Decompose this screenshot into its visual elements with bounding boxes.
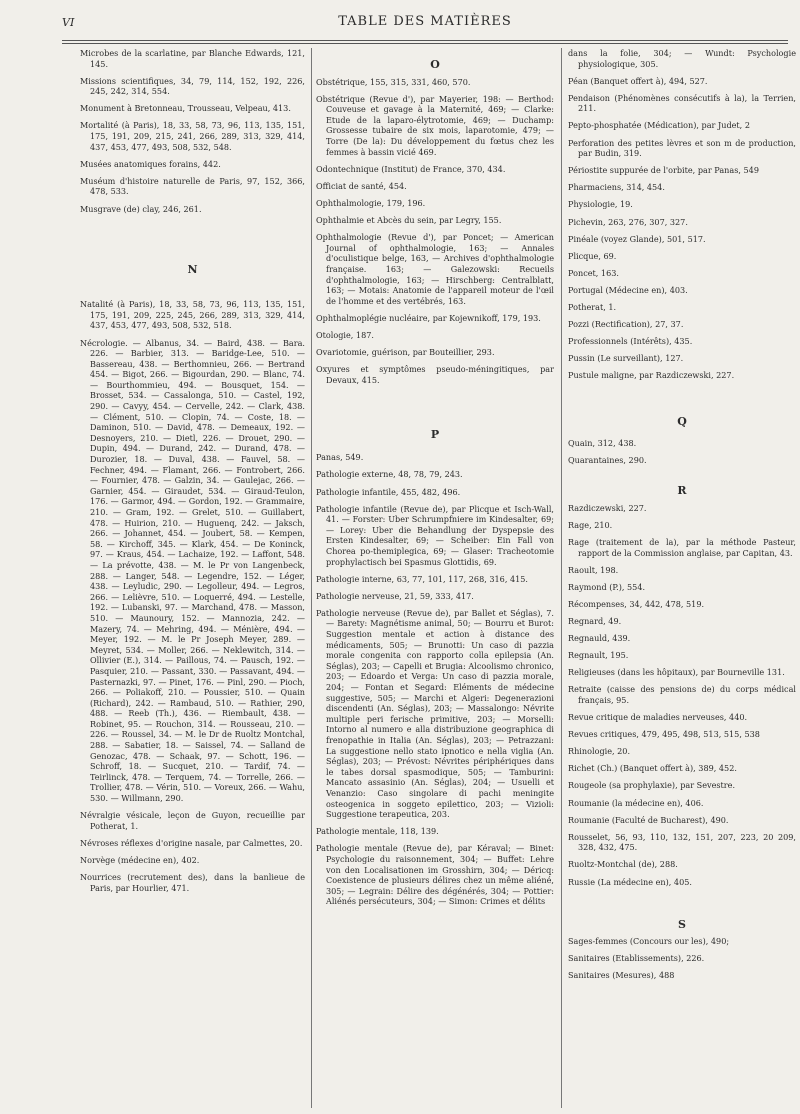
index-entry: Pathologie nerveuse, 21, 59, 333, 417. <box>316 590 474 601</box>
index-entry: Rougeole (sa prophylaxie), par Sevestre. <box>568 780 736 791</box>
index-entry: Quain, 312, 438. <box>568 438 637 449</box>
index-entry: Pustule maligne, par Razdiczewski, 227. <box>568 370 735 381</box>
index-entry: Ophthalmologie (Revue d'), par Poncet; — American Journal of ophthalmologie, 163; — Annales d'oculistique belge, 163, — Archives d'ophthalmologie française. 163; — Galezowski: Recueils d'ophthalmologie, 163; — Hirschberg: Centralblatt, 163; — Motais: Anatomie de l'appareil moteur de l'œil de l'homme et des vertébrés, 163. <box>316 232 554 306</box>
index-entry: Retraite (caisse des pensions de) du corps médical français, 95. <box>568 684 796 705</box>
index-entry: Rousselet, 56, 93, 110, 132, 151, 207, 223, 20 209, 328, 432, 475. <box>568 831 796 853</box>
index-entry: Plicque, 69. <box>568 250 617 261</box>
index-entry: Pathologie mentale (Revue de), par Kéraval; — Binet: Psychologie du raisonnement, 304; — Buffet: Lehre von den Localisationen im Grosshirn, 304; — Déricq: Coexistence de plusieurs délires chez un même aliéné, 305; — Legrain: Délire des dégénérés, 304; — Pottier: Aliénés persécuteurs, 304; — Simon: Crimes et délits <box>316 843 554 907</box>
index-entry: Muséum d'histoire naturelle de Paris, 97, 152, 366, 478, 533. <box>80 175 305 197</box>
index-entry: Pathologie infantile, 455, 482, 496. <box>316 486 461 497</box>
index-entry: Pathologie interne, 63, 77, 101, 117, 268, 316, 415. <box>316 573 528 584</box>
index-entry: Poncet, 163. <box>568 267 619 278</box>
column-spacer <box>80 275 305 299</box>
index-entry: Officiat de santé, 454. <box>316 180 407 191</box>
index-entry: Regnault, 195. <box>568 650 629 661</box>
index-entry: Pathologie externe, 48, 78, 79, 243. <box>316 469 463 480</box>
index-column-3 <box>568 48 796 1108</box>
index-entry: Péan (Banquet offert à), 494, 527. <box>568 75 708 86</box>
index-column-2 <box>316 48 554 1108</box>
column-spacer <box>80 221 305 265</box>
index-entry: Rage, 210. <box>568 519 613 530</box>
section-letter: R <box>677 484 687 498</box>
index-entry: Nécrologie. — Albanus, 34. — Baird, 438. — Bara. 226. — Barbier, 313. — Baridge-Lee, 510. — Bassereau, 438. — Berthomnieu, 266. — Bertrand 454. — Bigot, 266. — Bigourdan, 290. — Blanc, 74. — Bourthommieu, 494. — Bousquet, 154. — Brosset, 534. — Cassalonga, 510. — Castel, 192, 290. — Cavyy, 454. — Cervelle, 242. — Clark, 438. — Clément, 510. — Clopin, 74. — Coste, 18. — Daminon, 510. — David, 478. — Demeaux, 192. — Desnoyers, 210. — Dietl, 226. — Drouet, 290. — Dupin, 494. — Durand, 242. — Durand, 478. — Durozier, 18. — Duval, 438. — Fauvel, 58. — Fechner, 494. — Flamant, 266. — Fontrobert, 266. — Fournier, 478. — Galzin, 34. — Gaulejac, 266. — Garnier, 454. — Giraudet, 534. — Giraud-Teulon, 176. — Garmor, 494. — Gordon, 192. — Grammaire, 210. — Gram, 192. — Grelet, 510. — Guillabert, 478. — Huirion, 210. — Huguenq, 242. — Jaksch, 266. — Johannet, 454. — Joubert, 58. — Kempen, 58. — Kirchoff, 345. — Klark, 454. — De Koninck, 97. — Kraus, 454. — Lachaize, 192. — Laffont, 548. — La prévotte, 438. — M. le Pr von Langenbeck, 288. — Langer, 548. — Legendre, 152. — Léger, 438. — Leyludic, 290. — Legolleur, 494. — Legros, 266. — Lelièvre, 510. — Loquerré, 494. — Lestelle, 192. — Lubanski, 97. — Marchand, 478. — Masson, 510. — Maunoury, 152. — Mannozia, 242. — Mazery, 74. — Mehring, 494. — Ménière, 494. — Meyer, 192. — M. le Pr Joseph Meyer, 289. — Meyret, 534. — Moller, 266. — Neklewitch, 314. — Ollivier (E.), 314. — Paillous, 74. — Pausch, 192. — Pasquier, 210. — Passant, 330. — Passavant, 494. — Pasternazki, 97. — Pinet, 176. — Pinl, 290. — Pioch, 266. — Poliakoff, 210. — Poussier, 510. — Quain (Richard), 242. — Rambaud, 510. — Rathier, 290, 488. — Reeb (Th.), 436. — Riembault, 438. — Robinet, 95. — Rouchon, 314. — Rousseau, 210. — 226. — Roussel, 34. — M. le Dr de Ruoltz Montchal, 288. — Sabatier, 18. — Saissel, 74. — Salland de Genozac, 478. — Schaak, 97. — Schott, 196. — Schroff, 18. — Sucquet, 210. — Tardif, 74. — Teirlinck, 478. — Terquem, 74. — Torrelle, 266. — Trollier, 478. — Vérin, 510. — Voreux, 266. — Wahu, 530. — Willmann, 290. <box>80 337 305 804</box>
index-entry: Pozzi (Rectification), 27, 37. <box>568 319 684 330</box>
section-letter: O <box>430 58 440 71</box>
section-letter: S <box>678 917 686 931</box>
index-entry: Périostite suppurée de l'orbite, par Panas, 549 <box>568 165 759 176</box>
index-entry: Ophthalmie et Abcès du sein, par Legry, 155. <box>316 215 502 226</box>
index-entry: Otologie, 187. <box>316 329 374 340</box>
index-entry: Obstétrique (Revue d'), par Mayerier, 198: — Berthod: Couveuse et gavage à la Maternité, 469; — Clarke: Etude de la laparo-élytrotomie, 469; — Duchamp: Grossesse tubaire de six mois, laparotomie, 479; — Torre (De la): Du développement du fœtus chez les femmes à bassin vicié 469. <box>316 93 554 157</box>
index-entry: Pathologie mentale, 118, 139. <box>316 826 439 837</box>
column-spacer <box>568 387 796 417</box>
index-entry: Pathologie infantile (Revue de), par Plicque et Isch-Wall, 41. — Forster: Uber Schrumpfniere im Kindesalter, 69; — Lorey: Uber die Behandlung der Dyspepsie des Ersten Kindesalter, 69; — Scheiber: Ein Fall von Chorea po-themiplegica, 69; — Glaser: Tracheotomie prophylactisch bei Spasmus Glottidis, 69. <box>316 503 554 567</box>
index-entry: Sanitaires (Etablissements), 226. <box>568 953 705 964</box>
index-entry: Sages-femmes (Concours our les), 490; <box>568 936 730 947</box>
column-spacer <box>316 440 554 452</box>
index-entry: Pinéale (voyez Glande), 501, 517. <box>568 233 706 244</box>
index-entry: Perforation des petites lèvres et son m de production, par Budin, 319. <box>568 137 796 159</box>
index-entry: Oxyures et symptômes pseudo-méningitiques, par Devaux, 415. <box>316 364 554 385</box>
index-entry: Revue critique de maladies nerveuses, 440. <box>568 712 748 723</box>
index-entry: Richet (Ch.) (Banquet offert à), 389, 452. <box>568 763 737 774</box>
index-entry: Odontechnique (Institut) de France, 370, 434. <box>316 163 506 174</box>
index-entry: Missions scientifiques, 34, 79, 114, 152, 192, 226, 245, 242, 314, 554. <box>80 75 305 97</box>
index-entry: Pichevin, 263, 276, 307, 327. <box>568 216 688 227</box>
index-entry: dans la folie, 304; — Wundt: Psychologie physiologique, 305. <box>568 48 796 69</box>
index-entry: Pepto-phosphatée (Médication), par Judet, 2 <box>568 120 750 131</box>
section-letter: Q <box>677 415 687 429</box>
index-entry: Panas, 549. <box>316 452 364 463</box>
index-entry: Ovariotomie, guérison, par Bouteillier, 293. <box>316 346 495 357</box>
index-entry: Pathologie nerveuse (Revue de), par Ballet et Séglas), 7. — Barety: Magnétisme animal, 50; — Bourru et Burot: Suggestion mentale et action à distance des médicaments, 505; — Brunotti: Un caso di pazzia morale congenita con rapporto colla epilepsia (An. Séglas), 203; — Capelli et Brugia: Alcoolismo chronico, 203; — Edoardo et Verga: Un caso di pazzia morale, 204; — Fontan et Segard: Eléments de médecine suggestive, 505; — Marchi et Algeri: Degenerazioni discendenti (An. Séglas), 203; — Massalongo: Névrite multiple peri ferische primitive, 203; — Morselli: Intorno al numero e alla distribuzione geographica di frenopathie in Italia (An. Séglas), 203; — Petrazzani: La suggestione nello stato ipnotico e nella viglia (An. Séglas), 203; — Prévost: Névrites périphériques dans le tabes dorsal spasmodique, 505; — Tamburini: Mancato assasinio (An. Séglas), 204; — Usuelli et Venanzio: Caso singolare di pachi meningite osteogenica in soggeto epilettico, 203; — Vizioli: Suggestione terapeutica, 203. <box>316 607 554 820</box>
index-entry: Récompenses, 34, 442, 478, 519. <box>568 598 705 609</box>
index-entry: Pendaison (Phénomènes consécutifs à la), la Terrien, 211. <box>568 92 796 114</box>
running-title: TABLE DES MATIÈRES <box>338 14 512 29</box>
index-entry: Religieuses (dans les hôpitaux), par Bourneville 131. <box>568 667 785 678</box>
index-entry: Raoult, 198. <box>568 564 619 575</box>
index-entry: Monument à Bretonneau, Trousseau, Velpeau, 413. <box>80 103 291 114</box>
index-entry: Razdiczewski, 227. <box>568 502 647 513</box>
index-entry: Quarantaines, 290. <box>568 455 647 466</box>
section-letter: P <box>430 427 440 441</box>
column-spacer <box>316 392 554 430</box>
column-spacer <box>568 428 796 438</box>
index-entry: Raymond (P.), 554. <box>568 581 646 592</box>
index-entry: Professionnels (Intérêts), 435. <box>568 336 693 347</box>
index-entry: Revues critiques, 479, 495, 498, 513, 515, 538 <box>568 729 760 740</box>
index-entry: Rage (traitement de la), par la méthode Pasteur, rapport de la Commission anglaise, par Capitan, 43. <box>568 537 796 558</box>
index-entry: Norvège (médecine en), 402. <box>80 854 200 865</box>
index-entry: Musées anatomiques forains, 442. <box>80 158 221 169</box>
index-entry: Roumanie (Faculté de Bucharest), 490. <box>568 814 729 825</box>
index-entry: Regnauld, 439. <box>568 633 631 644</box>
index-entry: Ophthalmologie, 179, 196. <box>316 197 426 208</box>
index-entry: Physiologie, 19. <box>568 199 633 210</box>
header-rule <box>62 40 788 44</box>
index-column-1 <box>80 48 305 1108</box>
index-entry: Regnard, 49. <box>568 616 622 626</box>
index-entry: Musgrave (de) clay, 246, 261. <box>80 203 202 214</box>
index-entry: Microbes de la scarlatine, par Blanche Edwards, 121, 145. <box>80 48 305 69</box>
index-entry: Portugal (Médecine en), 403. <box>568 284 688 295</box>
index-entry: Ophthalmoplégie nucléaire, par Kojewnikoff, 179, 193. <box>316 312 541 323</box>
column-separator <box>561 48 562 1108</box>
index-entry: Névralgie vésicale, leçon de Guyon, recueillie par Potherat, 1. <box>80 810 305 831</box>
column-spacer <box>568 894 796 920</box>
index-entry: Obstétrique, 155, 315, 331, 460, 570. <box>316 76 471 87</box>
index-entry: Nourrices (recrutement des), dans la banlieue de Paris, par Hourlier, 471. <box>80 872 305 893</box>
index-entry: Russie (La médecine en), 405. <box>568 876 692 887</box>
index-entry: Ruoltz-Montchal (de), 288. <box>568 859 678 870</box>
index-entry: Mortalité (à Paris), 18, 33, 58, 73, 96, 113, 135, 151, 175, 191, 209, 215, 241, 266, 289, 313, 329, 414, 437, 453, 477, 493, 508, 532, 548. <box>80 120 305 152</box>
page-header <box>62 14 788 36</box>
index-entry: Roumanie (la médecine en), 406. <box>568 797 704 808</box>
index-entry: Sanitaires (Mesures), 488 <box>568 970 675 981</box>
index-entry: Potherat, 1. <box>568 302 617 312</box>
column-separator <box>311 48 312 1108</box>
index-entry: Névroses réflexes d'origine nasale, par Calmettes, 20. <box>80 837 303 848</box>
section-letter: N <box>187 262 198 276</box>
index-entry: Pharmaciens, 314, 454. <box>568 182 665 193</box>
index-entry: Natalité (à Paris), 18, 33, 58, 73, 96, 113, 135, 151, 175, 191, 209, 225, 245, 266, 289, 313, 329, 414, 437, 453, 477, 493, 508, 532, 518. <box>80 299 305 331</box>
index-entry: Pussin (Le surveillant), 127. <box>568 353 684 364</box>
index-entry: Rhinologie, 20. <box>568 746 631 757</box>
page-number: VI <box>62 16 75 29</box>
